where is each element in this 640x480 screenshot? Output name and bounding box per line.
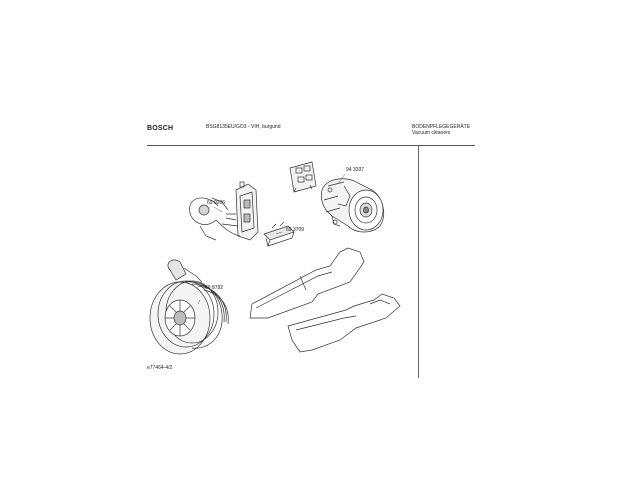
cable-reel-illustration <box>150 260 228 354</box>
part-number-cable-reel: 69 8792 <box>205 285 224 291</box>
connector-block-illustration <box>290 162 316 192</box>
part-number-clip: 69 3709 <box>286 227 305 233</box>
model-title: BSG8135EU/GO3 - VIH, burgund <box>206 124 281 130</box>
category-german: BODENPFLEGEGERÄTE <box>412 124 471 130</box>
motor-illustration <box>321 179 383 232</box>
chassis-plate-illustration <box>250 248 364 318</box>
part-number-switch-bracket: 69 9206 <box>207 200 226 206</box>
part-number-motor: 94 3337 <box>346 167 365 173</box>
brand-logo-text: BOSCH <box>147 125 174 132</box>
category-english: Vacuum cleaners <box>412 130 451 136</box>
document-id: e77464-4/2 <box>147 365 173 371</box>
switch-bracket-illustration <box>190 182 259 240</box>
clip-illustration <box>264 222 294 246</box>
